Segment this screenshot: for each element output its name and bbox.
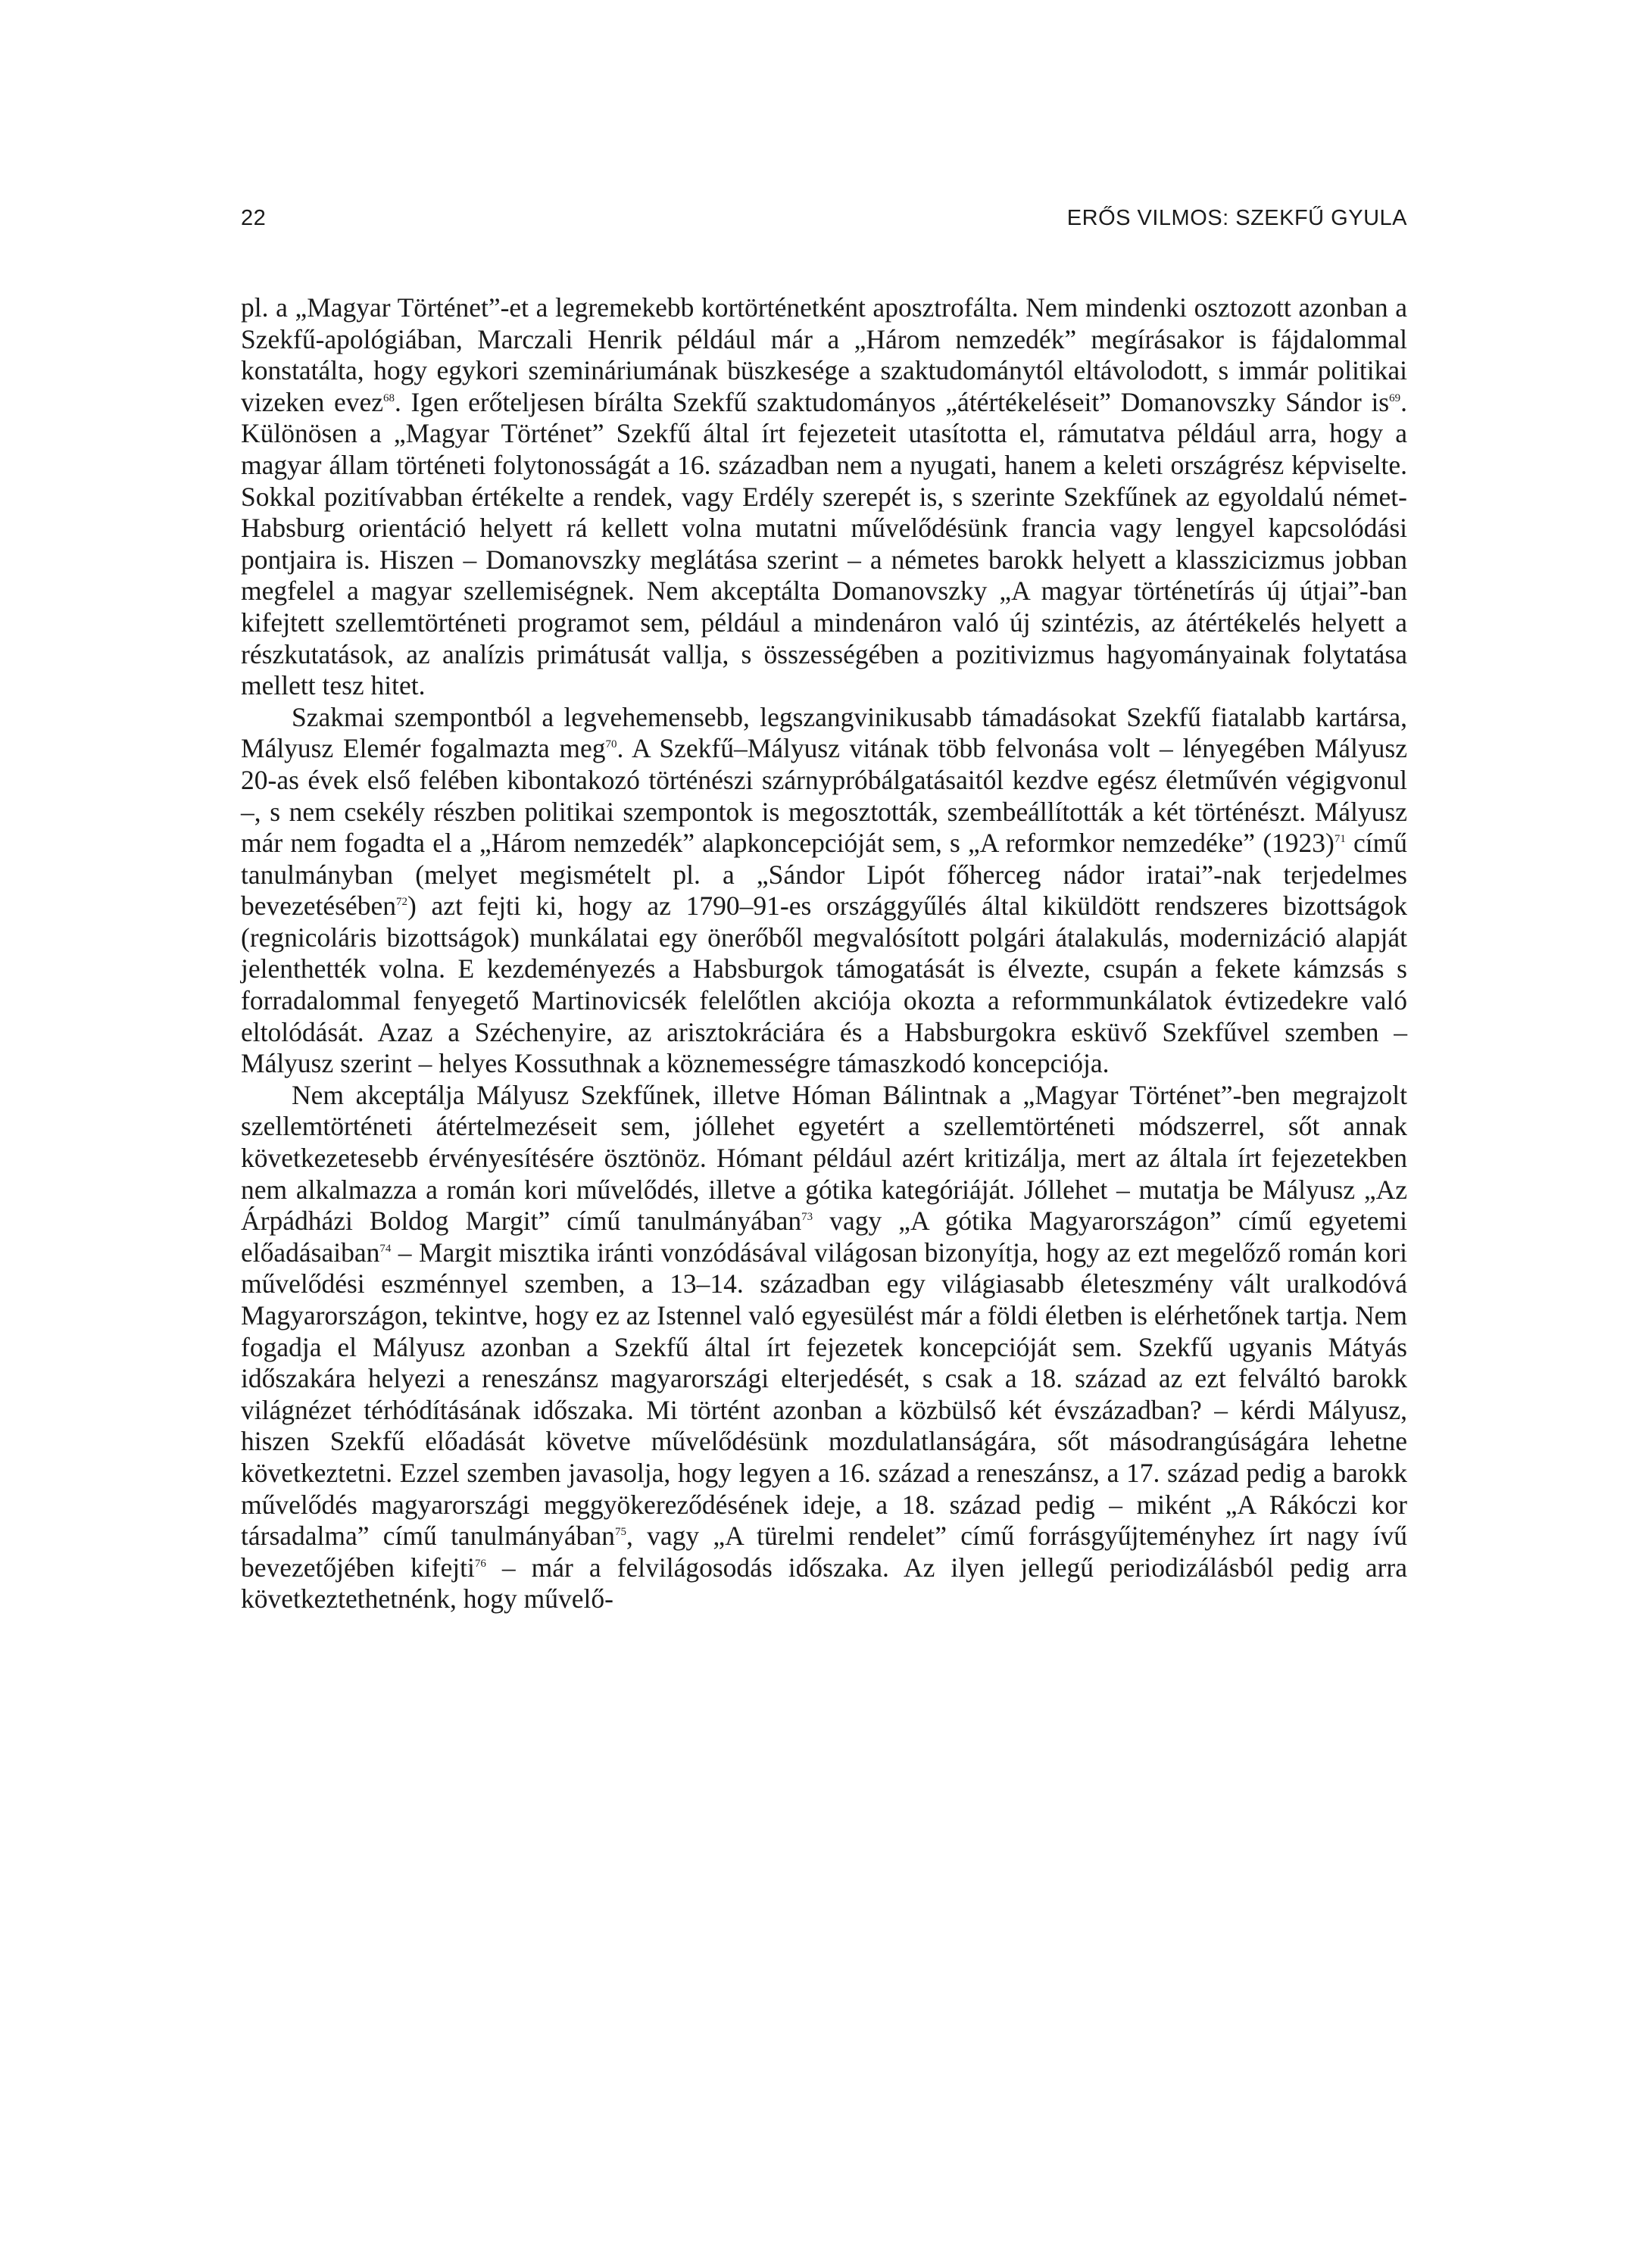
- footnote-marker: 76: [474, 1557, 486, 1570]
- text-run: . Különösen a „Magyar Történet” Szekfű által írt fejezeteit utasította el, rámutatva például arra, hogy a magyar állam történeti folytonosságát a 16. században nem a nyugati, hanem a keleti országrész képviselte. Sokkal pozitívabban értékelte a rendek, vagy Erdély szerepét is, s szerinte Szekfűnek az egyoldalú német-Habsburg orientáció helyett rá kellett volna mutatni művelődésünk francia vagy lengyel kapcsolódási pontjaira is. Hiszen – Domanovszky meglátása szerint – a németes barokk helyett a klasszicizmus jobban megfelel a magyar szellemiségnek. Nem akceptálta Domanovszky „A magyar történetírás új útjai”-ban kifejtett szellemtörténeti programot sem, például a mindenáron való új szintézis, az átértékelés helyett a részkutatások, az analízis primátusát vallja, s összességében a pozitivizmus hagyományainak folytatása mellett tesz hitet.: [241, 386, 1408, 701]
- text-run: ) azt fejti ki, hogy az 1790–91-es országgyűlés által kiküldött rendszeres bizottságok (regnicoláris bizottságok) munkálatai egy önerőből megvalósított polgári átalakulás, modernizáció alapját jelenthették volna. E kezdeményezés a Habsburgok támogatását is élvezte, csupán a fekete kámzsás s forradalommal fenyegető Martinovicsék felelőtlen akciója okozta a reformmunkálatok évtizedekre való eltolódását. Azaz a Széchenyire, az arisztokráciára és a Habsburgokra esküvő Szekfűvel szemben – Mályusz szerint – helyes Kossuthnak a köznemességre támaszkodó koncepciója.: [241, 891, 1407, 1079]
- footnote-marker: 68: [383, 392, 395, 404]
- text-run: című tanulmányban (melyet megismételt pl. a „Sándor Lipót főherceg nádor iratai”-nak terjedelmes bevezetésében: [241, 828, 1407, 922]
- text-run: , vagy „A türelmi rendelet” című forrásgyűjteményhez írt nagy ívű bevezetőjében kifejti: [241, 1521, 1407, 1583]
- running-header: [241, 206, 1407, 236]
- text-run: vagy „A gótika Magyarországon” című egyetemi előadásaiban: [241, 1206, 1408, 1268]
- footnote-marker: 73: [801, 1211, 813, 1224]
- running-title: ERŐS VILMOS: SZEKFŰ GYULA: [1066, 206, 1407, 230]
- footnote-marker: 71: [1334, 833, 1346, 846]
- footnote-marker: 69: [1389, 392, 1401, 404]
- page-number: 22: [241, 206, 267, 230]
- text-run: – már a felvilágosodás időszaka. Az ilyen jellegű periodizálásból pedig arra következtethetnénk, hogy művelő-: [241, 1552, 1408, 1614]
- footnote-marker: 74: [379, 1242, 392, 1255]
- text-run: – Margit misztika iránti vonzódásával világosan bizonyítja, hogy az ezt megelőző román kori művelődési eszménnyel szemben, a 13–14. században egy világiasabb életeszmény vált uralkodóvá Magyarországon, tekintve, hogy ez az Istennel való egyesülést már a földi életben is elérhetőnek tartja. Nem fogadja el Mályusz azonban a Szekfű által írt fejezetek koncepcióját sem. Szekfű ugyanis Mátyás időszakára helyezi a reneszánsz magyarországi elterjedését, s csak a 18. század az ezt felváltó barokk világnézet térhódításának időszaka. Mi történt azonban a közbülső két évszázadban? – kérdi Mályusz, hiszen Szekfű előadását követve művelődésünk mozdulatlanságára, sőt másodrangúságára lehetne következtetni. Ezzel szemben javasolja, hogy legyen a 16. század a reneszánsz, a 17. század pedig a barokk művelődés magyarországi meggyökereződésének ideje, a 18. század pedig – miként „A Rákóczi kor társadalma” című tanulmányában: [241, 1237, 1407, 1552]
- paragraph: [241, 292, 1407, 702]
- text-run: pl. a „Magyar Történet”-et a legremekebb kortörténetként aposztrofálta. Nem mindenki osztozott azonban a Szekfű-apológiában, Marczali Henrik például már a „Három nemzedék” megírásakor is fájdalommal konstatálta, hogy egykori szemináriumának büszkesége a szaktudománytól eltávolodott, s immár politikai vizeken evez: [241, 292, 1407, 417]
- text-run: Szakmai szempontból a legvehemensebb, legszangvinikusabb támadásokat Szekfű fiatalabb kartársa, Mályusz Elemér fogalmazta meg: [241, 701, 1407, 764]
- footnote-marker: 72: [395, 896, 407, 909]
- text-run: . Igen erőteljesen bírálta Szekfű szaktudományos „átértékeléseit” Domanovszky Sándor is: [395, 386, 1390, 417]
- footnote-marker: 75: [614, 1526, 626, 1539]
- text-run: . A Szekfű–Mályusz vitának több felvonása volt – lényegében Mályusz 20-as évek első felében kibontakozó történészi szárnypróbálgatásaitól kezdve egész életművén végigvonul –, s nem csekély részben politikai szempontok is megosztották, szembeállították a két történészt. Mályusz már nem fogadta el a „Három nemzedék” alapkoncepcióját sem, s „A reformkor nemzedéke” (1923): [241, 733, 1407, 859]
- paragraph: [241, 702, 1407, 1080]
- body-text: [241, 292, 1407, 1615]
- text-run: Nem akceptálja Mályusz Szekfűnek, illetve Hóman Bálintnak a „Magyar Történet”-ben megrajzolt szellemtörténeti átértelmezéseit sem, jóllehet egyetért a szellemtörténeti módszerrel, sőt annak következetesebb érvényesítésére ösztönöz. Hómant például azért kritizálja, mert az általa írt fejezetekben nem alkalmazza a román kori művelődés, illetve a gótika kategóriáját. Jóllehet – mutatja be Mályusz „Az Árpádházi Boldog Margit” című tanulmányában: [241, 1079, 1407, 1237]
- paragraph: [241, 1080, 1407, 1615]
- footnote-marker: 70: [605, 738, 617, 751]
